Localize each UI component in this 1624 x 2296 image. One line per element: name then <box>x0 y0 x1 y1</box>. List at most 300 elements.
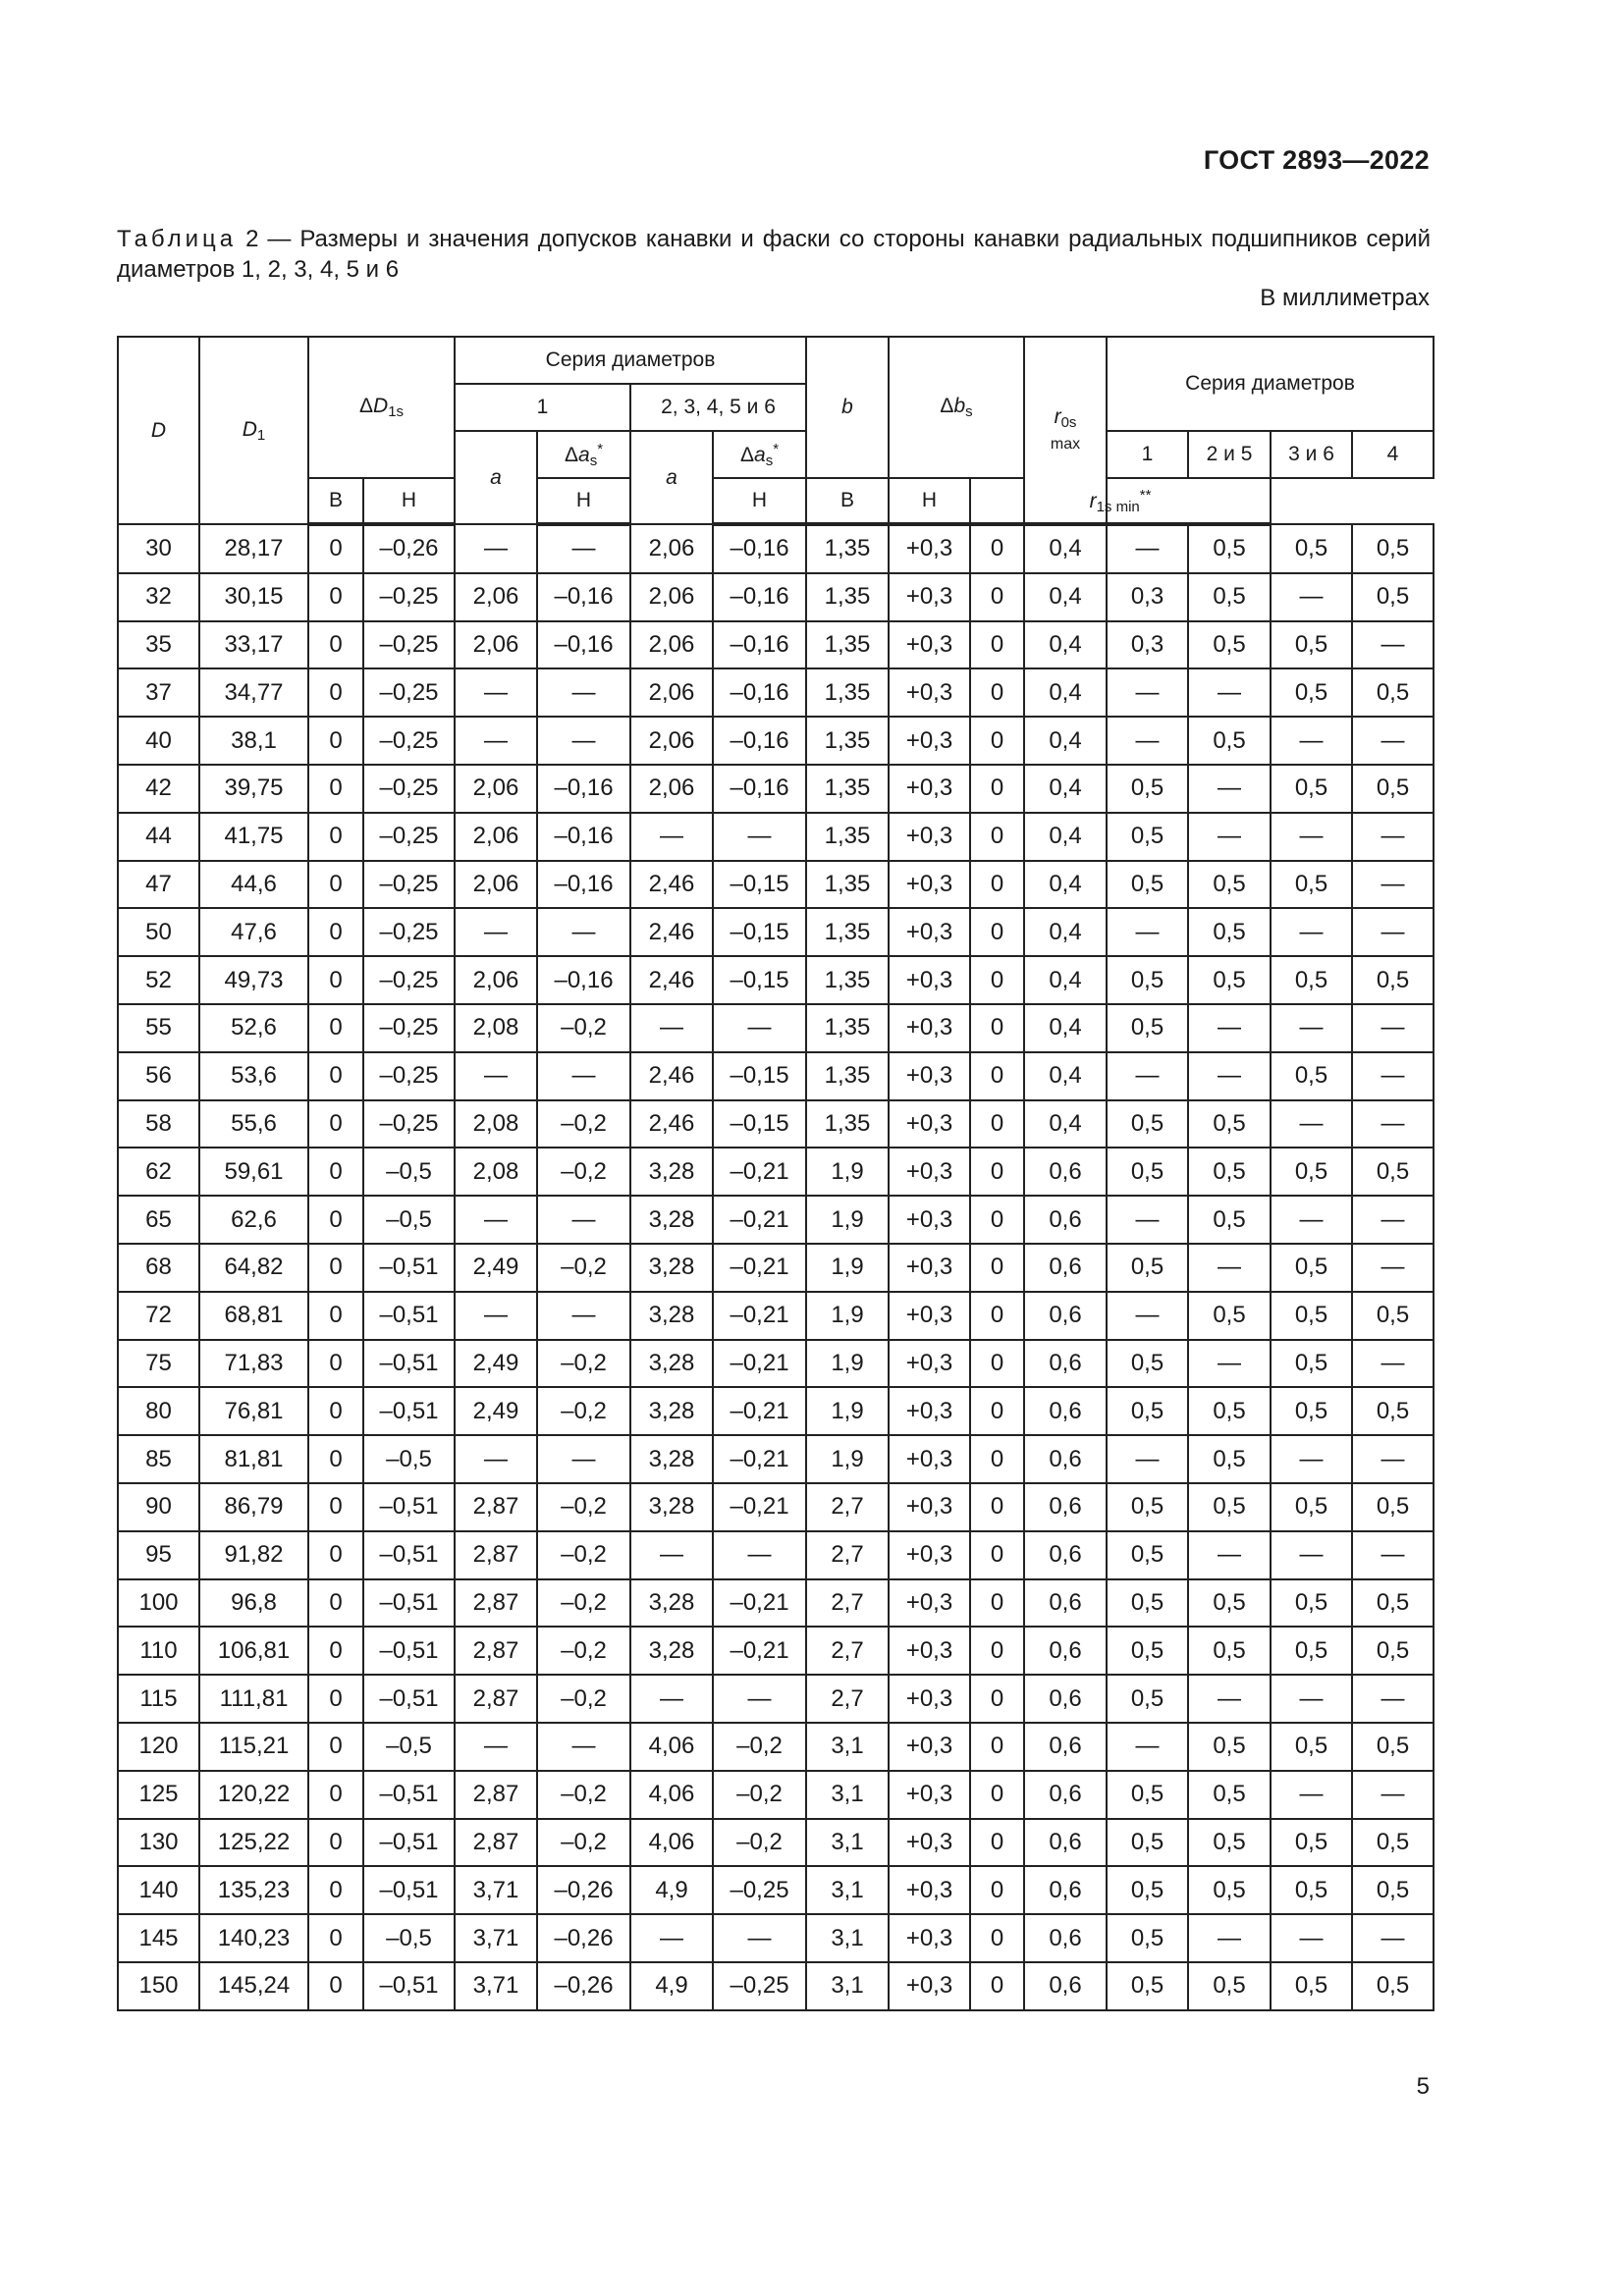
table-row <box>118 1435 1434 1483</box>
delta-d1s-subscript: 1s <box>388 403 405 420</box>
table-cell: — <box>1107 717 1188 765</box>
table-cell: –0,51 <box>363 1579 455 1628</box>
table-cell: — <box>537 524 630 573</box>
table-cell: 2,06 <box>455 573 537 621</box>
table-cell: — <box>1188 1052 1271 1100</box>
table-cell: 0,6 <box>1024 1866 1107 1914</box>
table-cell: 0 <box>308 908 363 956</box>
table-cell: 0,5 <box>1271 956 1352 1004</box>
table-cell: 64,82 <box>199 1244 308 1292</box>
table-cell: 1,35 <box>806 621 889 669</box>
table-cell: 0,5 <box>1107 1387 1188 1435</box>
table-cell: 75 <box>118 1340 199 1388</box>
table-cell: 0 <box>970 861 1024 909</box>
col-header-delta-d1s <box>308 337 455 478</box>
table-cell: 41,75 <box>199 813 308 861</box>
table-cell: 0,5 <box>1352 1962 1434 2010</box>
table-cell: 0,5 <box>1188 1627 1271 1675</box>
table-cell: +0,3 <box>889 1675 970 1723</box>
table-cell: 40 <box>118 717 199 765</box>
table-row <box>118 1100 1434 1148</box>
table-cell: +0,3 <box>889 1340 970 1388</box>
table-cell: 0 <box>970 1100 1024 1148</box>
table-row <box>118 668 1434 717</box>
table-cell: 0,5 <box>1352 1148 1434 1196</box>
table-cell: — <box>1352 717 1434 765</box>
table-cell: 0 <box>970 1531 1024 1579</box>
table-cell: 0 <box>308 1771 363 1819</box>
table-cell: –0,26 <box>363 524 455 573</box>
table-cell: — <box>1352 1004 1434 1052</box>
table-cell: 2,08 <box>455 1004 537 1052</box>
table-cell: 0 <box>970 1771 1024 1819</box>
table-cell: — <box>1352 1196 1434 1244</box>
delta-bs-symbol: b <box>953 395 966 417</box>
col-header-r-1: 1 <box>1107 431 1188 478</box>
table-cell: –0,15 <box>713 1052 806 1100</box>
table-cell: –0,16 <box>713 765 806 813</box>
table-cell: 0,5 <box>1107 1531 1188 1579</box>
table-cell: 0,6 <box>1024 1771 1107 1819</box>
table-cell: 4,06 <box>630 1771 713 1819</box>
table-cell: 0,3 <box>1107 573 1188 621</box>
table-cell: –0,25 <box>363 573 455 621</box>
table-cell: +0,3 <box>889 908 970 956</box>
d1-symbol: D <box>242 417 257 441</box>
table-cell: 0,6 <box>1024 1579 1107 1628</box>
table-cell: –0,2 <box>537 1819 630 1867</box>
table-cell: 0 <box>308 1387 363 1435</box>
table-cell: 2,7 <box>806 1531 889 1579</box>
table-cell: –0,26 <box>537 1914 630 1962</box>
table-cell: 0 <box>970 668 1024 717</box>
table-cell: 1,35 <box>806 573 889 621</box>
table-row <box>118 1387 1434 1435</box>
table-cell: +0,3 <box>889 621 970 669</box>
col-header-d: D <box>118 337 199 524</box>
table-cell: +0,3 <box>889 573 970 621</box>
table-row <box>118 573 1434 621</box>
table-cell: 0,5 <box>1188 717 1271 765</box>
table-cell: 0 <box>970 1962 1024 2010</box>
table-cell: — <box>537 668 630 717</box>
table-cell: 150 <box>118 1962 199 2010</box>
table-cell: — <box>1271 1771 1352 1819</box>
table-row <box>118 1866 1434 1914</box>
table-cell: 0 <box>308 1914 363 1962</box>
table-cell: 2,06 <box>630 717 713 765</box>
table-cell: 0,5 <box>1271 1723 1352 1771</box>
table-cell: 2,87 <box>455 1627 537 1675</box>
table-cell: 44,6 <box>199 861 308 909</box>
table-cell: — <box>455 1052 537 1100</box>
table-cell: 96,8 <box>199 1579 308 1628</box>
table-cell: 2,46 <box>630 861 713 909</box>
table-cell: 0,5 <box>1107 1579 1188 1628</box>
dimensions-table <box>117 336 1435 2011</box>
table-cell: 38,1 <box>199 717 308 765</box>
table-cell: +0,3 <box>889 1052 970 1100</box>
table-caption <box>117 224 1431 285</box>
table-cell: 2,06 <box>455 765 537 813</box>
table-cell: –0,21 <box>713 1292 806 1340</box>
table-cell: 0,5 <box>1352 765 1434 813</box>
table-cell: 0,5 <box>1271 524 1352 573</box>
table-row <box>118 1819 1434 1867</box>
table-cell: 0,6 <box>1024 1627 1107 1675</box>
table-cell: — <box>1271 1004 1352 1052</box>
table-row <box>118 1771 1434 1819</box>
r0s-symbol: r <box>1054 405 1061 428</box>
col-header-delta-as-series2-6 <box>713 431 806 478</box>
table-cell: 0 <box>308 1723 363 1771</box>
table-cell: –0,16 <box>713 621 806 669</box>
table-cell: –0,51 <box>363 1771 455 1819</box>
table-cell: 0,5 <box>1107 1340 1188 1388</box>
col-header-a-series2-6: a <box>630 431 713 524</box>
table-cell: –0,2 <box>537 1483 630 1531</box>
delta-as-delta: Δ <box>564 443 579 466</box>
table-cell: 125,22 <box>199 1819 308 1867</box>
table-cell: 0,4 <box>1024 524 1107 573</box>
table-cell: –0,51 <box>363 1627 455 1675</box>
table-cell: 0 <box>308 813 363 861</box>
table-cell: –0,16 <box>537 621 630 669</box>
table-cell: –0,25 <box>363 813 455 861</box>
table-cell: 120,22 <box>199 1771 308 1819</box>
table-cell: 0,5 <box>1188 1196 1271 1244</box>
table-cell: — <box>1352 1914 1434 1962</box>
table-cell: 0,5 <box>1107 1819 1188 1867</box>
col-header-bs-b: В <box>806 478 889 524</box>
table-cell: — <box>1271 1435 1352 1483</box>
table-row <box>118 908 1434 956</box>
table-cell: –0,21 <box>713 1340 806 1388</box>
table-cell: –0,21 <box>713 1627 806 1675</box>
table-cell: 37 <box>118 668 199 717</box>
table-cell: 28,17 <box>199 524 308 573</box>
table-cell: 2,06 <box>630 765 713 813</box>
table-cell: 2,06 <box>630 524 713 573</box>
table-cell: 72 <box>118 1292 199 1340</box>
table-cell: 81,81 <box>199 1435 308 1483</box>
table-cell: 0 <box>308 1100 363 1148</box>
table-cell: 86,79 <box>199 1483 308 1531</box>
table-cell: –0,2 <box>537 1531 630 1579</box>
table-cell: — <box>1352 908 1434 956</box>
table-cell: 0,5 <box>1107 1771 1188 1819</box>
table-cell: 0,5 <box>1271 1483 1352 1531</box>
table-cell: — <box>713 813 806 861</box>
table-cell: –0,26 <box>537 1866 630 1914</box>
table-cell: 3,1 <box>806 1723 889 1771</box>
table-cell: 0 <box>970 956 1024 1004</box>
table-cell: –0,25 <box>713 1866 806 1914</box>
table-cell: 3,28 <box>630 1148 713 1196</box>
table-cell: — <box>1107 668 1188 717</box>
table-cell: — <box>1271 573 1352 621</box>
table-cell: 0,5 <box>1352 1866 1434 1914</box>
table-cell: — <box>1352 1531 1434 1579</box>
table-cell: 0,5 <box>1188 1435 1271 1483</box>
table-cell: +0,3 <box>889 1579 970 1628</box>
table-row <box>118 765 1434 813</box>
table-cell: — <box>1352 861 1434 909</box>
table-cell: — <box>537 908 630 956</box>
delta-as-delta: Δ <box>739 443 755 466</box>
table-cell: 1,35 <box>806 765 889 813</box>
table-cell: 2,06 <box>455 621 537 669</box>
table-cell: — <box>1352 813 1434 861</box>
table-cell: 0,5 <box>1352 668 1434 717</box>
table-cell: 0 <box>308 1052 363 1100</box>
table-cell: 0,6 <box>1024 1962 1107 2010</box>
table-cell: 47 <box>118 861 199 909</box>
table-cell: –0,2 <box>713 1723 806 1771</box>
table-cell: 0,6 <box>1024 1435 1107 1483</box>
table-cell: 90 <box>118 1483 199 1531</box>
table-cell: — <box>1271 1531 1352 1579</box>
table-cell: +0,3 <box>889 1819 970 1867</box>
table-cell: 0,4 <box>1024 1004 1107 1052</box>
table-cell: +0,3 <box>889 1866 970 1914</box>
table-cell: 0 <box>308 1196 363 1244</box>
r1s-symbol: r <box>1089 489 1097 512</box>
table-cell: 0,5 <box>1107 861 1188 909</box>
table-cell: 1,35 <box>806 861 889 909</box>
table-cell: –0,51 <box>363 1483 455 1531</box>
table-cell: 0,5 <box>1107 1962 1188 2010</box>
table-cell: — <box>1188 1244 1271 1292</box>
table-row <box>118 1148 1434 1196</box>
table-cell: 2,06 <box>630 573 713 621</box>
table-cell: 0 <box>308 861 363 909</box>
table-cell: 1,35 <box>806 668 889 717</box>
table-cell: 3,1 <box>806 1962 889 2010</box>
r0s-max-label: max <box>1050 436 1081 453</box>
table-cell: –0,16 <box>713 524 806 573</box>
table-cell: 0 <box>970 1579 1024 1628</box>
table-cell: 0,6 <box>1024 1196 1107 1244</box>
table-cell: –0,2 <box>537 1244 630 1292</box>
table-cell: — <box>455 908 537 956</box>
table-cell: 3,28 <box>630 1196 713 1244</box>
col-header-as1-h: Н <box>537 478 630 524</box>
table-cell: 3,28 <box>630 1340 713 1388</box>
table-cell: –0,51 <box>363 1387 455 1435</box>
table-cell: +0,3 <box>889 1962 970 2010</box>
table-cell: 0 <box>970 1340 1024 1388</box>
table-cell: 0,5 <box>1188 1771 1271 1819</box>
table-cell: 1,35 <box>806 1052 889 1100</box>
table-row <box>118 861 1434 909</box>
table-cell: 80 <box>118 1387 199 1435</box>
table-cell: –0,51 <box>363 1866 455 1914</box>
table-row <box>118 1483 1434 1531</box>
table-cell: 76,81 <box>199 1387 308 1435</box>
table-cell: 0 <box>970 717 1024 765</box>
table-cell: –0,2 <box>537 1675 630 1723</box>
table-cell: 0,5 <box>1107 765 1188 813</box>
table-cell: –0,2 <box>537 1627 630 1675</box>
table-cell: 33,17 <box>199 621 308 669</box>
col-header-delta-bs <box>889 337 1024 478</box>
table-cell: 42 <box>118 765 199 813</box>
table-cell: 0 <box>308 1244 363 1292</box>
table-cell: 0,5 <box>1188 573 1271 621</box>
table-cell: 3,28 <box>630 1435 713 1483</box>
delta-bs-subscript: s <box>965 403 973 420</box>
table-cell: 0 <box>308 1435 363 1483</box>
table-cell: 95 <box>118 1531 199 1579</box>
table-row <box>118 1579 1434 1628</box>
table-cell: — <box>1352 1244 1434 1292</box>
table-cell: 71,83 <box>199 1340 308 1388</box>
table-cell: — <box>1352 1771 1434 1819</box>
table-cell: — <box>1107 1292 1188 1340</box>
table-cell: 1,9 <box>806 1340 889 1388</box>
table-cell: 1,9 <box>806 1435 889 1483</box>
col-header-r-2-5: 2 и 5 <box>1188 431 1271 478</box>
table-cell: 0 <box>308 1866 363 1914</box>
table-cell: — <box>630 813 713 861</box>
col-header-series-1: 1 <box>455 384 630 431</box>
col-header-series-2-6: 2, 3, 4, 5 и 6 <box>630 384 806 431</box>
table-cell: 0 <box>970 1292 1024 1340</box>
table-cell: 0,5 <box>1352 573 1434 621</box>
table-cell: 0,5 <box>1188 1579 1271 1628</box>
table-cell: 0 <box>970 573 1024 621</box>
table-cell: 0,5 <box>1188 908 1271 956</box>
col-header-r1s-min <box>970 478 1271 524</box>
table-cell: 0 <box>308 1004 363 1052</box>
table-cell: 0,5 <box>1271 621 1352 669</box>
table-row <box>118 621 1434 669</box>
table-cell: 47,6 <box>199 908 308 956</box>
table-cell: 0,6 <box>1024 1531 1107 1579</box>
col-header-delta-as-series1 <box>537 431 630 478</box>
table-cell: 1,35 <box>806 813 889 861</box>
table-cell: 0,6 <box>1024 1387 1107 1435</box>
table-cell: 3,28 <box>630 1244 713 1292</box>
table-cell: — <box>1188 813 1271 861</box>
table-cell: 0,5 <box>1352 1387 1434 1435</box>
table-row <box>118 1292 1434 1340</box>
table-cell: 0,5 <box>1271 1962 1352 2010</box>
table-cell: 3,71 <box>455 1866 537 1914</box>
table-cell: — <box>455 1196 537 1244</box>
table-cell: 2,7 <box>806 1483 889 1531</box>
table-cell: 0 <box>970 1627 1024 1675</box>
table-cell: 0,5 <box>1188 1866 1271 1914</box>
table-cell: — <box>1107 1052 1188 1100</box>
delta-as-symbol: a <box>754 443 766 466</box>
table-cell: 2,87 <box>455 1771 537 1819</box>
table-cell: 3,1 <box>806 1914 889 1962</box>
table-cell: +0,3 <box>889 861 970 909</box>
table-cell: –0,2 <box>713 1819 806 1867</box>
table-cell: –0,15 <box>713 908 806 956</box>
table-cell: –0,21 <box>713 1148 806 1196</box>
table-cell: — <box>1107 1196 1188 1244</box>
table-cell: — <box>1271 1196 1352 1244</box>
table-cell: 0 <box>970 1483 1024 1531</box>
table-cell: –0,25 <box>363 956 455 1004</box>
delta-d1s-delta: Δ <box>358 395 374 417</box>
table-cell: — <box>537 1435 630 1483</box>
caption-text: 2 — Размеры и значения допусков канавки и фаски со стороны канавки радиальных подшипников серий диаметров 1, 2, 3, 4, 5 и 6 <box>117 226 1431 283</box>
table-cell: +0,3 <box>889 1148 970 1196</box>
table-cell: 0 <box>308 1962 363 2010</box>
table-cell: 100 <box>118 1579 199 1628</box>
table-cell: 0,5 <box>1352 1819 1434 1867</box>
table-cell: 2,87 <box>455 1483 537 1531</box>
table-cell: — <box>537 1723 630 1771</box>
table-cell: — <box>1107 1435 1188 1483</box>
table-cell: 0,5 <box>1271 1148 1352 1196</box>
table-cell: 135,23 <box>199 1866 308 1914</box>
table-cell: — <box>713 1004 806 1052</box>
table-cell: 62 <box>118 1148 199 1196</box>
table-cell: –0,5 <box>363 1148 455 1196</box>
table-cell: –0,5 <box>363 1435 455 1483</box>
table-cell: 0,5 <box>1352 956 1434 1004</box>
table-cell: — <box>630 1531 713 1579</box>
table-cell: 0,5 <box>1188 524 1271 573</box>
table-cell: 4,06 <box>630 1819 713 1867</box>
table-cell: –0,21 <box>713 1387 806 1435</box>
table-cell: 3,71 <box>455 1914 537 1962</box>
table-cell: +0,3 <box>889 1627 970 1675</box>
table-cell: 0,4 <box>1024 1052 1107 1100</box>
table-cell: — <box>1352 621 1434 669</box>
table-row <box>118 1196 1434 1244</box>
table-cell: 4,06 <box>630 1723 713 1771</box>
table-cell: +0,3 <box>889 813 970 861</box>
table-cell: 1,9 <box>806 1196 889 1244</box>
col-header-b: b <box>806 337 889 478</box>
table-cell: 56 <box>118 1052 199 1100</box>
table-cell: — <box>1352 1675 1434 1723</box>
table-cell: –0,16 <box>537 956 630 1004</box>
table-cell: 0,5 <box>1271 1819 1352 1867</box>
table-cell: 0 <box>970 765 1024 813</box>
table-cell: 0,5 <box>1107 1483 1188 1531</box>
table-cell: 0 <box>308 717 363 765</box>
table-cell: +0,3 <box>889 1196 970 1244</box>
table-cell: — <box>1352 1340 1434 1388</box>
table-cell: 111,81 <box>199 1675 308 1723</box>
table-cell: 4,9 <box>630 1866 713 1914</box>
table-cell: +0,3 <box>889 1771 970 1819</box>
table-cell: 0,5 <box>1107 1244 1188 1292</box>
col-header-as2-h: Н <box>713 478 806 524</box>
table-cell: — <box>713 1914 806 1962</box>
caption-label: Таблица <box>117 226 238 252</box>
table-cell: 0,5 <box>1188 621 1271 669</box>
table-cell: 1,9 <box>806 1244 889 1292</box>
table-cell: 0 <box>970 908 1024 956</box>
table-cell: 2,46 <box>630 956 713 1004</box>
table-cell: 2,7 <box>806 1675 889 1723</box>
table-cell: 0 <box>308 1292 363 1340</box>
table-cell: –0,51 <box>363 1819 455 1867</box>
table-cell: 0 <box>308 1675 363 1723</box>
table-cell: — <box>455 1435 537 1483</box>
col-header-series-diameters: Серия диаметров <box>455 337 806 384</box>
table-cell: 0,5 <box>1188 1387 1271 1435</box>
table-cell: 120 <box>118 1723 199 1771</box>
